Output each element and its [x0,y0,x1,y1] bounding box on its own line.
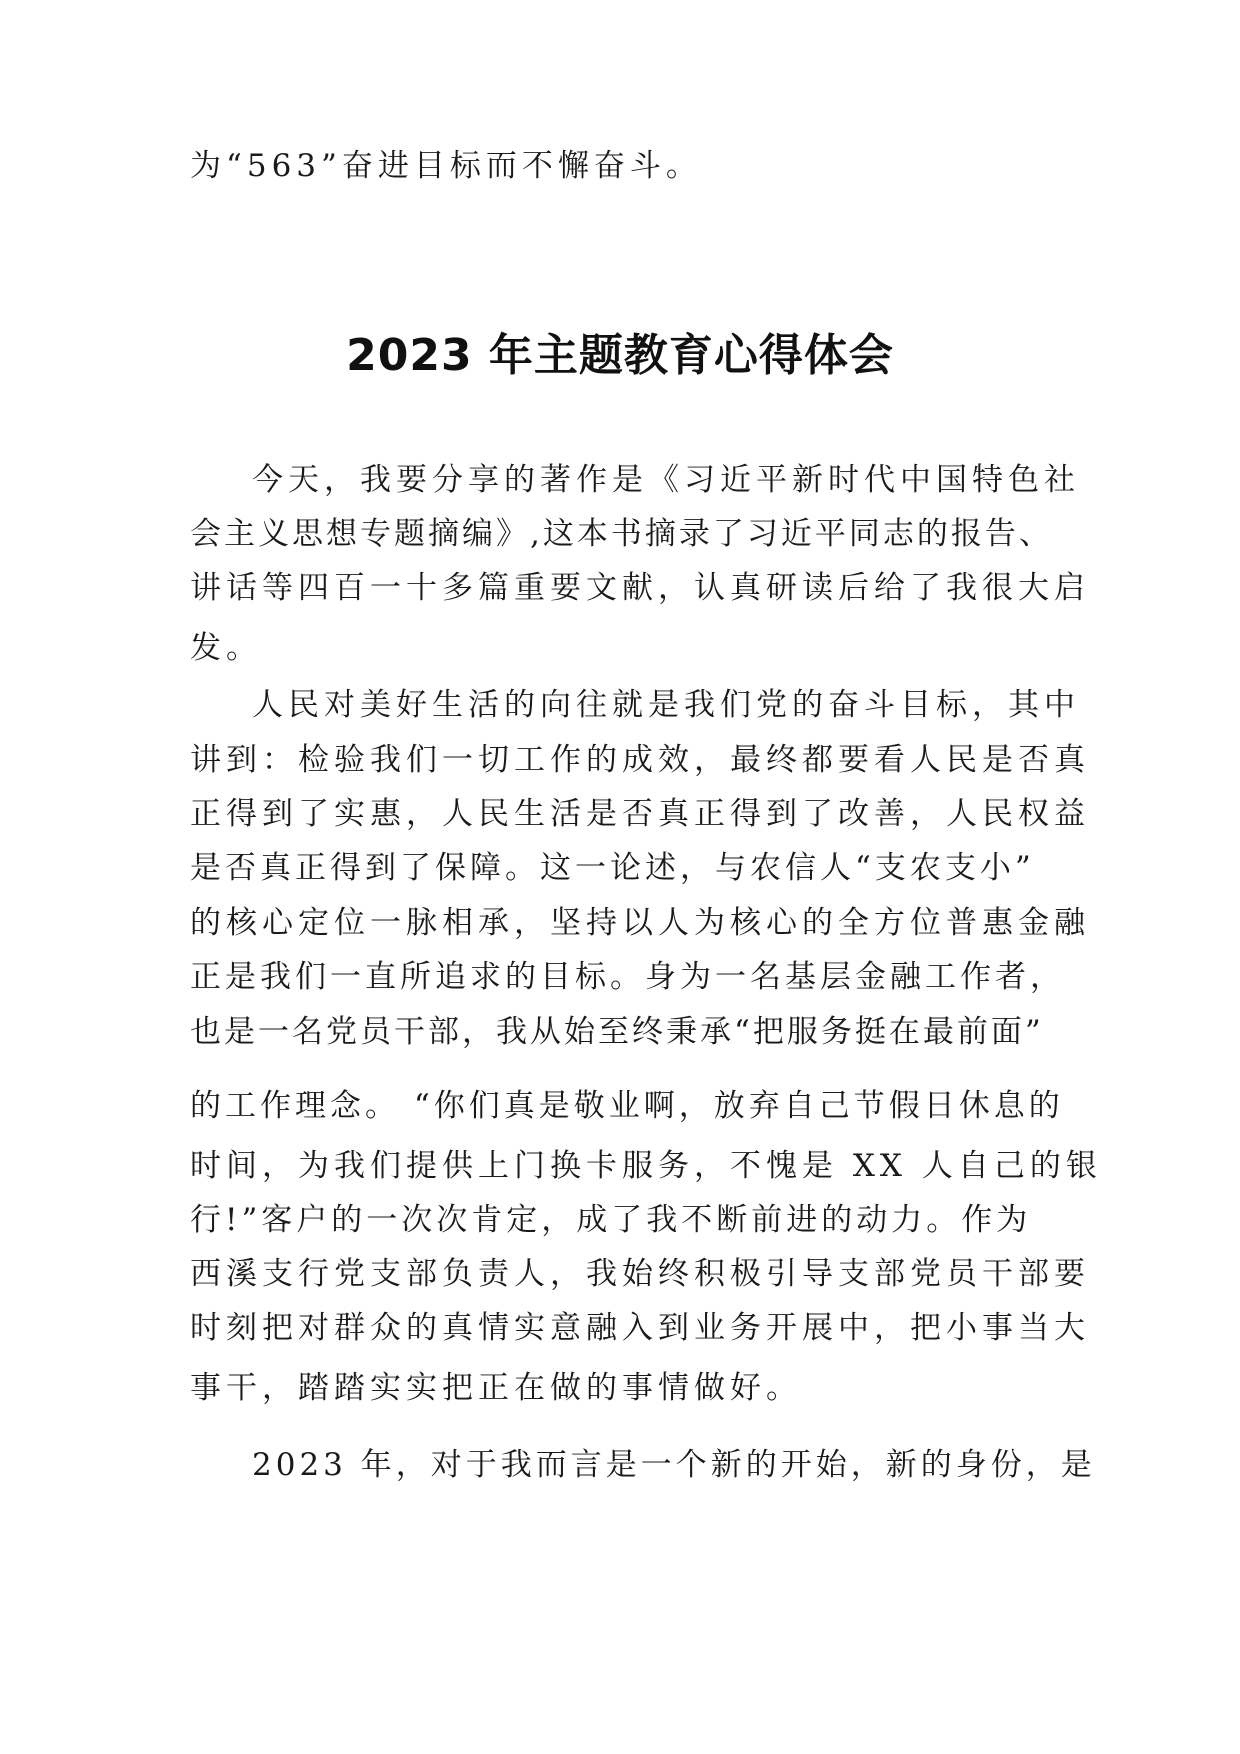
paragraph-line: 时刻把对群众的真情实意融入到业务开展中，把小事当大 [190,1310,1090,1346]
paragraph-line: 正是我们一直所追求的目标。身为一名基层金融工作者， [190,959,1065,995]
document-title: 2023 年主题教育心得体会 [346,330,894,381]
paragraph-line: 2023 年，对于我而言是一个新的开始，新的身份，是 [252,1447,1096,1483]
paragraph-line: 正得到了实惠，人民生活是否真正得到了改善，人民权益 [190,796,1090,832]
paragraph-line: 时间，为我们提供上门换卡服务，不愧是 XX 人自己的银 [190,1148,1102,1184]
paragraph-line: 讲话等四百一十多篇重要文献，认真研读后给了我很大启 [190,570,1090,606]
paragraph-line: 的工作理念。 “你们真是敬业啊，放弃自己节假日休息的 [190,1088,1064,1124]
paragraph-line: 事干，踏踏实实把正在做的事情做好。 [190,1370,802,1406]
paragraph-line: 也是一名党员干部，我从始至终秉承“把服务挺在最前面” [190,1014,1044,1050]
paragraph-line: 人民对美好生活的向往就是我们党的奋斗目标，其中 [252,687,1080,723]
paragraph-line: 西溪支行党支部负责人，我始终积极引导支部党员干部要 [190,1256,1090,1292]
paragraph-line: 的核心定位一脉相承，坚持以人为核心的全方位普惠金融 [190,905,1090,941]
paragraph-line: 会主义思想专题摘编》,这本书摘录了习近平同志的报告、 [190,516,1053,552]
paragraph-line: 讲到：检验我们一切工作的成效，最终都要看人民是否真 [190,742,1090,778]
paragraph-line: 行!”客户的一次次肯定，成了我不断前进的动力。作为 [190,1202,1032,1238]
paragraph-line: 今天，我要分享的著作是《习近平新时代中国特色社 [252,462,1080,498]
paragraph-line: 为“563”奋进目标而不懈奋斗。 [190,148,702,184]
paragraph-line: 发。 [190,630,262,666]
paragraph-line: 是否真正得到了保障。这一论述，与农信人“支农支小” [190,850,1035,886]
